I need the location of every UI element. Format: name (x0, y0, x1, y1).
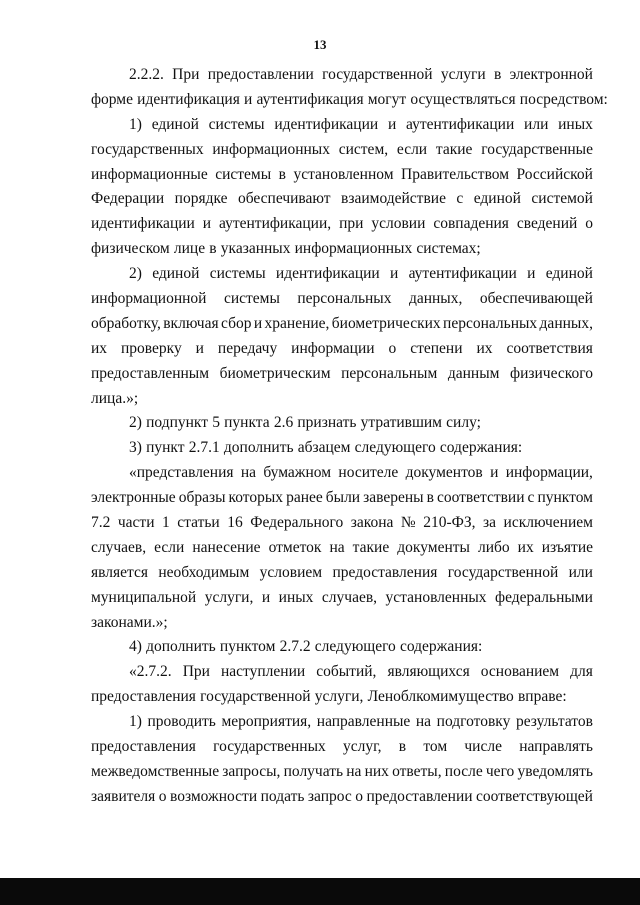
word: их (476, 339, 493, 357)
word: информации, (505, 464, 593, 482)
word: необходимым (158, 563, 250, 581)
word: вправе: (517, 688, 567, 706)
word: дополнить (146, 638, 216, 656)
word: услуги (440, 66, 486, 83)
word: отметок (268, 538, 322, 556)
word: пункт (146, 439, 185, 457)
word: подготовку (436, 713, 511, 731)
word: статьи (177, 514, 220, 532)
word: следующего (354, 439, 436, 457)
word: государственной (447, 563, 559, 581)
word: системы (215, 165, 272, 183)
word: за (483, 514, 497, 532)
text-line (91, 88, 608, 113)
word: условии (371, 215, 426, 233)
word: 16 (227, 514, 243, 532)
word: 3) (129, 439, 142, 457)
word: и (195, 339, 204, 357)
word: услуги, (204, 588, 254, 606)
word: передачу (217, 339, 278, 357)
word: заверены (363, 489, 424, 507)
scan-bottom-edge (0, 878, 640, 905)
word: аутентификация (256, 90, 364, 108)
text-line (91, 312, 593, 337)
word: ответы, (392, 762, 442, 780)
word: получать (283, 762, 344, 780)
word: единой (545, 265, 593, 283)
text-line (91, 113, 593, 138)
word: единой (151, 115, 199, 133)
word: данных, (539, 314, 593, 332)
word: 2.6 (273, 414, 294, 432)
word: них (364, 762, 389, 780)
word: информационной (91, 290, 207, 308)
word: о (585, 215, 593, 233)
word: на (346, 762, 362, 780)
word: 1) (129, 713, 142, 731)
word: о (388, 339, 397, 357)
word: утратившим (360, 414, 442, 432)
document-body (91, 63, 608, 810)
word: осуществляться (410, 90, 516, 108)
word: предоставлении (366, 787, 473, 805)
word: данным (447, 364, 500, 382)
word: соответствующей (476, 787, 593, 805)
word: уведомлять (517, 762, 593, 780)
word: на (329, 538, 345, 556)
text-line (91, 611, 593, 636)
text-line (91, 337, 593, 362)
word: аутентификации (406, 115, 515, 133)
text-line (91, 287, 593, 312)
word: ранее (286, 489, 323, 507)
word: «представления (129, 464, 234, 482)
word: информационные (91, 165, 208, 183)
word: событий, (316, 663, 377, 681)
word: в (426, 489, 434, 507)
word: форме (91, 90, 133, 108)
word: 4) (129, 638, 142, 656)
word: 1 (162, 514, 170, 532)
word: направленные (316, 713, 411, 731)
word: случаев, (91, 538, 147, 556)
word: Правительством (401, 165, 510, 183)
word: системы (209, 265, 266, 283)
word: аутентификации (408, 265, 517, 283)
word: электронной (509, 66, 593, 83)
word: либо (477, 538, 510, 556)
word: системой (531, 190, 593, 208)
word: 5 (212, 414, 220, 432)
word: части (117, 514, 155, 532)
word: порядке (174, 190, 228, 208)
word: государственных (91, 140, 204, 158)
word: соответствии (436, 489, 525, 507)
word: их (517, 538, 534, 556)
word: мероприятия, (221, 713, 312, 731)
word: Федерации (91, 190, 165, 208)
word: взаимодействие (341, 190, 446, 208)
word: закона (350, 514, 394, 532)
word: абзацем (297, 439, 351, 457)
word: систем, (338, 140, 389, 158)
word: обеспечивают (237, 190, 331, 208)
word: единой (152, 265, 200, 283)
word: единой (473, 190, 521, 208)
text-line (91, 635, 593, 660)
text-line (91, 163, 593, 188)
text-line (91, 262, 593, 287)
word: совпадения (433, 215, 509, 233)
word: идентификации (275, 265, 380, 283)
word: условием (259, 563, 323, 581)
word: информации (291, 339, 375, 357)
word: хранение, (264, 314, 330, 332)
word: указанных (220, 240, 291, 258)
word: и (253, 314, 263, 332)
text-line (91, 710, 593, 735)
text-line (91, 536, 593, 561)
word: и (390, 265, 399, 283)
word: для (570, 663, 593, 681)
text-line (91, 561, 593, 586)
word: физического (510, 364, 593, 382)
word: обработку, (91, 314, 161, 332)
word: и (387, 115, 397, 133)
word: 2.7.1 (188, 439, 220, 457)
word: подать (260, 787, 305, 805)
text-line (91, 486, 593, 511)
word: идентификация (137, 90, 240, 108)
text-line (91, 660, 593, 685)
text-line (91, 461, 593, 486)
word: предоставления (332, 563, 438, 581)
word: в (209, 240, 217, 258)
word: случаев, (321, 588, 378, 606)
word: системах; (416, 240, 481, 258)
word: результатов (515, 713, 593, 731)
word: предоставления (91, 688, 196, 706)
word: с (456, 190, 464, 208)
word: признать (297, 414, 357, 432)
word: сбор (221, 314, 252, 332)
word: федеральными (495, 588, 593, 606)
word: направлять (519, 738, 593, 756)
word: в (398, 738, 407, 756)
word: запрос (307, 787, 352, 805)
word: проверку (121, 339, 182, 357)
word: следующего (314, 638, 396, 656)
word: и (261, 588, 271, 606)
word: числе (464, 738, 502, 756)
word: предоставления (91, 738, 196, 756)
word: о (158, 787, 167, 805)
word: и (527, 265, 536, 283)
word: том (423, 738, 448, 756)
word: или (568, 563, 593, 581)
word: идентификации (274, 115, 379, 133)
word: сведений (516, 215, 578, 233)
word: 7.2 (91, 514, 111, 532)
word: их (91, 339, 108, 357)
page-number: 13 (313, 37, 327, 52)
word: идентификации (91, 215, 195, 233)
word: образы (178, 489, 226, 507)
word: биометрических (331, 314, 441, 332)
word: услуги, (314, 688, 364, 706)
word: иных (278, 588, 314, 606)
word: такие (352, 538, 390, 556)
word: которых (228, 489, 284, 507)
word: бумажном (263, 464, 332, 482)
word: изъятие (541, 538, 593, 556)
word: установленных (385, 588, 487, 606)
word: содержания: (439, 439, 523, 457)
word: государственные (481, 140, 593, 158)
word: силу; (446, 414, 481, 432)
word: предоставленным (91, 364, 210, 382)
text-line (91, 387, 593, 412)
word: лица.»; (91, 389, 139, 407)
word: на (415, 713, 432, 731)
word: в (493, 66, 502, 83)
word: содержания: (399, 638, 483, 656)
word: лице (173, 240, 206, 258)
word: установленном (293, 165, 394, 183)
text-line (91, 760, 593, 785)
word: межведомственные (91, 762, 220, 780)
word: системы (208, 115, 265, 133)
word: персональных (443, 314, 538, 332)
word: были (325, 489, 361, 507)
word: пунктом (537, 489, 593, 507)
text-line (91, 735, 593, 760)
word: возможности (169, 787, 258, 805)
word: персональным (341, 364, 438, 382)
text-line (91, 685, 593, 710)
word: если (396, 140, 428, 158)
word: государственной (322, 66, 433, 83)
word: данных, (408, 290, 463, 308)
word: биометрическим (219, 364, 331, 382)
word: такие (435, 140, 473, 158)
text-line (91, 511, 593, 536)
word: проводить (147, 713, 216, 731)
word: Федерального (250, 514, 344, 532)
word: чего (485, 762, 515, 780)
word: соответствия (506, 339, 593, 357)
word: 1) (129, 115, 142, 133)
word: при (339, 215, 364, 233)
word: государственных (213, 738, 326, 756)
word: государственной (200, 688, 311, 706)
word: включая (163, 314, 219, 332)
word: Российской (516, 165, 593, 183)
word: и (202, 215, 212, 233)
word: электронные (91, 489, 176, 507)
word: носителе (338, 464, 399, 482)
word: услуг, (342, 738, 382, 756)
word: 2.7.2 (279, 638, 311, 656)
word: информационных (294, 240, 413, 258)
text-line (91, 785, 593, 810)
text-line (91, 63, 593, 88)
text-line (91, 212, 593, 237)
word: системы (223, 290, 280, 308)
word: на (240, 464, 257, 482)
word: являющихся (387, 663, 470, 681)
word: законами.»; (91, 613, 168, 631)
word: нанесение (192, 538, 261, 556)
word: заявителя (91, 787, 156, 805)
word: физическом (91, 240, 170, 258)
word: или (524, 115, 549, 133)
word: предоставлении (207, 66, 314, 83)
word: 2) (129, 414, 142, 432)
word: аутентификации, (219, 215, 332, 233)
word: иных (558, 115, 593, 133)
word: запросы, (222, 762, 281, 780)
text-line (91, 411, 593, 436)
text-line (91, 362, 593, 387)
word: персональных (297, 290, 392, 308)
word: «2.7.2. (129, 663, 172, 681)
word: 2.2.2. (129, 66, 164, 83)
word: документы (397, 538, 470, 556)
word: основанием (480, 663, 560, 681)
word: посредством: (519, 90, 608, 108)
word: с (527, 489, 535, 507)
word: после (444, 762, 483, 780)
word: обеспечивающей (479, 290, 593, 308)
text-line (91, 187, 593, 212)
word: могут (367, 90, 407, 108)
word: и (244, 90, 253, 108)
text-line (91, 436, 593, 461)
word: степени (410, 339, 463, 357)
word: подпункт (146, 414, 209, 432)
word: является (91, 563, 148, 581)
word: № (400, 514, 416, 532)
word: и (490, 464, 499, 482)
word: Леноблкомимущество (367, 688, 514, 706)
word: если (154, 538, 185, 556)
word: 210-ФЗ, (423, 514, 476, 532)
word: пунктом (219, 638, 276, 656)
word: документов (405, 464, 483, 482)
word: При (182, 663, 210, 681)
word: в (278, 165, 286, 183)
word: 2) (129, 265, 142, 283)
text-line (91, 586, 593, 611)
text-line (91, 138, 593, 163)
word: пункта (224, 414, 270, 432)
word: исключением (503, 514, 593, 532)
word: При (172, 66, 200, 83)
word: дополнить (223, 439, 294, 457)
word: информационных (212, 140, 330, 158)
word: муниципальной (91, 588, 197, 606)
word: о (355, 787, 363, 805)
word: наступлении (221, 663, 306, 681)
text-line (91, 237, 593, 262)
